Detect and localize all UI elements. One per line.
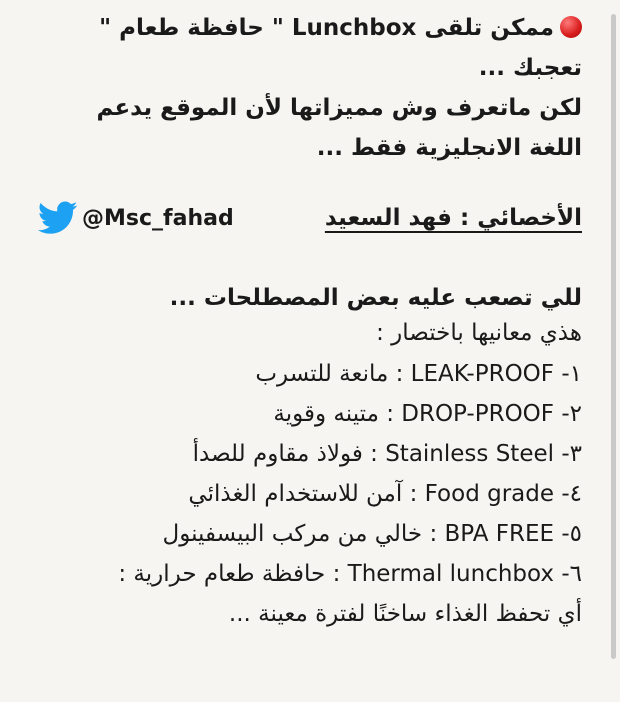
glossary-meaning: : مانعة للتسرب xyxy=(255,361,411,387)
note-content xyxy=(22,8,582,634)
twitter-handle-group[interactable] xyxy=(38,198,234,238)
intro-line-4: اللغة الانجليزية فقط ... xyxy=(316,135,582,161)
glossary-term: Food grade xyxy=(424,481,555,507)
glossary-term: Thermal lunchbox xyxy=(347,561,555,587)
glossary-meaning: : فولاذ مقاوم للصدأ xyxy=(192,441,386,467)
glossary-item: ٢- DROP-PROOF : متينه وقوية xyxy=(273,401,582,427)
glossary-meaning: : خالي من مركب البيسفينول xyxy=(162,521,445,547)
scrollbar[interactable] xyxy=(611,14,616,659)
glossary-closing: أي تحفظ الغذاء ساخنًا لفترة معينة ... xyxy=(228,601,582,627)
author-name: الأخصائي : فهد السعيد xyxy=(324,205,582,231)
glossary-term: LEAK-PROOF xyxy=(410,361,555,387)
spacer xyxy=(22,244,582,278)
twitter-handle: @Msc_fahad xyxy=(82,205,234,231)
intro-line-1: ممكن تلقى Lunchbox " حافظة طعام " xyxy=(22,8,582,48)
glossary-item: ٤- Food grade : آمن للاستخدام الغذائي xyxy=(188,481,582,507)
intro-line-2: تعجبك ... xyxy=(478,55,582,81)
glossary-term: Stainless Steel xyxy=(385,441,555,467)
intro-line-3: لكن ماتعرف وش مميزاتها لأن الموقع يدعم xyxy=(96,95,582,121)
glossary-item: ٥- BPA FREE : خالي من مركب البيسفينول xyxy=(162,521,582,547)
glossary-term: DROP-PROOF xyxy=(401,401,555,427)
spacer xyxy=(22,168,582,196)
glossary-meaning: : آمن للاستخدام الغذائي xyxy=(188,481,425,507)
red-circle-icon xyxy=(560,16,582,38)
glossary-meaning: : متينه وقوية xyxy=(273,401,402,427)
author-row xyxy=(22,198,582,238)
glossary-item: ٣- Stainless Steel : فولاذ مقاوم للصدأ xyxy=(192,441,582,467)
glossary-heading-2: هذي معانيها باختصار : xyxy=(376,320,582,346)
glossary-item: ٦- Thermal lunchbox : حافظة طعام حرارية : xyxy=(118,561,582,587)
glossary-meaning: : حافظة طعام حرارية : xyxy=(118,561,348,587)
twitter-bird-icon xyxy=(38,201,78,235)
glossary-heading-1: للي تصعب عليه بعض المصطلحات ... xyxy=(169,285,582,311)
glossary-term: BPA FREE xyxy=(444,521,555,547)
glossary-item: ١- LEAK-PROOF : مانعة للتسرب xyxy=(255,361,582,387)
